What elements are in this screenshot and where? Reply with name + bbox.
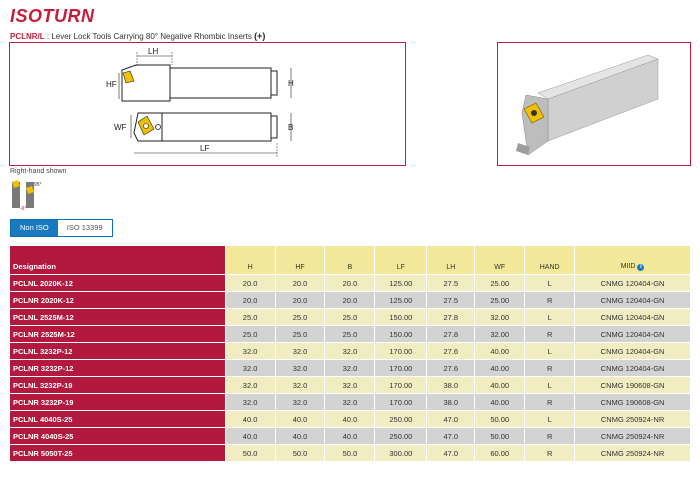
cell-wf: 25.00: [475, 275, 525, 292]
cell-hf: 20.0: [275, 292, 325, 309]
cell-wf: 50.00: [475, 428, 525, 445]
cell-miid: CNMG 120404-GN: [575, 326, 691, 343]
cell-b: 25.0: [325, 309, 375, 326]
cell-hand: R: [525, 360, 575, 377]
designation-link[interactable]: PCLNR 3232P-12: [10, 360, 226, 377]
cell-lf: 170.00: [375, 360, 427, 377]
cell-h: 32.0: [225, 394, 275, 411]
info-icon[interactable]: i: [637, 264, 644, 271]
cell-hand: L: [525, 377, 575, 394]
dim-label-h: H: [288, 79, 294, 88]
cell-b: 32.0: [325, 360, 375, 377]
col-header-hand[interactable]: HAND: [525, 246, 575, 275]
cell-h: 32.0: [225, 360, 275, 377]
cell-hf: 40.0: [275, 411, 325, 428]
cell-hf: 32.0: [275, 377, 325, 394]
cell-b: 25.0: [325, 326, 375, 343]
cell-wf: 32.00: [475, 309, 525, 326]
cell-b: 40.0: [325, 428, 375, 445]
cell-h: 25.0: [225, 309, 275, 326]
cell-wf: 25.00: [475, 292, 525, 309]
cell-miid: CNMG 120404-GN: [575, 343, 691, 360]
cell-lf: 125.00: [375, 275, 427, 292]
cell-wf: 40.00: [475, 377, 525, 394]
cell-miid: CNMG 120404-GN: [575, 309, 691, 326]
cell-wf: 40.00: [475, 394, 525, 411]
col-header-h[interactable]: H: [225, 246, 275, 275]
cell-hand: L: [525, 411, 575, 428]
table-row[interactable]: [10, 394, 691, 411]
cell-hand: R: [525, 292, 575, 309]
table-row[interactable]: [10, 411, 691, 428]
cell-lh: 27.5: [427, 275, 475, 292]
right-hand-shown-note: Right-hand shown: [10, 168, 67, 175]
col-header-b[interactable]: B: [325, 246, 375, 275]
angle-top-label: 95°: [34, 182, 42, 188]
designation-link[interactable]: PCLNL 3232P-12: [10, 343, 226, 360]
cell-lh: 27.5: [427, 292, 475, 309]
cell-lf: 250.00: [375, 411, 427, 428]
cell-lh: 27.6: [427, 360, 475, 377]
cell-miid: CNMG 120404-GN: [575, 360, 691, 377]
cell-miid: CNMG 120404-GN: [575, 275, 691, 292]
dim-label-wf: WF: [114, 123, 127, 132]
cell-lf: 250.00: [375, 428, 427, 445]
cell-miid: CNMG 250924-NR: [575, 428, 691, 445]
cell-b: 50.0: [325, 445, 375, 462]
designation-link[interactable]: PCLNR 4040S-25: [10, 428, 226, 445]
cell-lf: 300.00: [375, 445, 427, 462]
designation-link[interactable]: PCLNR 3232P-19: [10, 394, 226, 411]
cell-miid: CNMG 250924-NR: [575, 411, 691, 428]
col-header-lf[interactable]: LF: [375, 246, 427, 275]
cell-hf: 25.0: [275, 326, 325, 343]
cell-hf: 25.0: [275, 309, 325, 326]
cell-lh: 47.0: [427, 411, 475, 428]
dim-label-lh: LH: [148, 47, 159, 56]
cell-h: 25.0: [225, 326, 275, 343]
col-header-hf[interactable]: HF: [275, 246, 325, 275]
cell-hf: 32.0: [275, 343, 325, 360]
table-row[interactable]: [10, 445, 691, 462]
cell-lf: 125.00: [375, 292, 427, 309]
cell-lh: 38.0: [427, 394, 475, 411]
cell-miid: CNMG 190608-GN: [575, 377, 691, 394]
cell-hand: R: [525, 326, 575, 343]
cell-wf: 50.00: [475, 411, 525, 428]
cell-hand: L: [525, 309, 575, 326]
dim-label-lf: LF: [200, 144, 210, 153]
cell-lh: 38.0: [427, 377, 475, 394]
cell-lf: 170.00: [375, 377, 427, 394]
table-row[interactable]: [10, 377, 691, 394]
technical-drawing: [9, 42, 406, 166]
cell-lh: 47.0: [427, 428, 475, 445]
table-row[interactable]: [10, 275, 691, 292]
standard-tabs: [10, 219, 113, 237]
miid-header-label: MIID: [620, 263, 636, 270]
tool-render-svg: [498, 43, 690, 165]
designation-link[interactable]: PCLNL 4040S-25: [10, 411, 226, 428]
cell-lf: 170.00: [375, 394, 427, 411]
cell-h: 20.0: [225, 275, 275, 292]
spec-table: [9, 245, 691, 462]
cell-h: 40.0: [225, 428, 275, 445]
table-row[interactable]: [10, 309, 691, 326]
cell-hf: 40.0: [275, 428, 325, 445]
cell-h: 50.0: [225, 445, 275, 462]
cell-b: 20.0: [325, 275, 375, 292]
page-subtitle: [10, 31, 265, 41]
cell-wf: 40.00: [475, 360, 525, 377]
cell-b: 20.0: [325, 292, 375, 309]
brand-logo-part2: TURN: [42, 6, 95, 26]
col-header-wf[interactable]: WF: [475, 246, 525, 275]
cell-b: 40.0: [325, 411, 375, 428]
col-header-lh[interactable]: LH: [427, 246, 475, 275]
cell-h: 32.0: [225, 343, 275, 360]
cell-hf: 20.0: [275, 275, 325, 292]
cell-miid: CNMG 190608-GN: [575, 394, 691, 411]
tool-code: PCLNR/L: [10, 32, 45, 41]
plus-marker: (+): [254, 31, 266, 41]
tab-non-iso[interactable]: Non ISO: [11, 220, 58, 236]
cell-h: 40.0: [225, 411, 275, 428]
cell-lh: 27.8: [427, 326, 475, 343]
cell-b: 32.0: [325, 377, 375, 394]
cell-h: 20.0: [225, 292, 275, 309]
table-row[interactable]: [10, 360, 691, 377]
col-header-miid[interactable]: [575, 246, 691, 275]
subtitle-text: : Lever Lock Tools Carrying 80° Negative Rhombic Inserts: [44, 32, 252, 41]
cell-wf: 32.00: [475, 326, 525, 343]
cell-wf: 60.00: [475, 445, 525, 462]
tool-photo: [497, 42, 691, 166]
table-row[interactable]: [10, 428, 691, 445]
cell-b: 32.0: [325, 343, 375, 360]
cell-hand: R: [525, 394, 575, 411]
table-header-row: [10, 246, 691, 275]
brand-logo-part1: ISO: [10, 6, 43, 26]
cell-lf: 150.00: [375, 309, 427, 326]
cell-lh: 27.6: [427, 343, 475, 360]
angle-thumbnail: [10, 178, 42, 212]
cell-lf: 150.00: [375, 326, 427, 343]
cell-hf: 32.0: [275, 360, 325, 377]
cell-hand: L: [525, 275, 575, 292]
designation-link[interactable]: PCLNR 2020K-12: [10, 292, 226, 309]
cell-hand: L: [525, 343, 575, 360]
cell-lf: 170.00: [375, 343, 427, 360]
cell-hf: 32.0: [275, 394, 325, 411]
designation-link[interactable]: PCLNL 2525M-12: [10, 309, 226, 326]
table-row[interactable]: [10, 326, 691, 343]
brand-logo: [10, 6, 95, 27]
designation-link[interactable]: PCLNL 2020K-12: [10, 275, 226, 292]
dim-label-b: B: [288, 123, 294, 132]
table-row[interactable]: [10, 292, 691, 309]
angle-side-label: -6°: [20, 206, 27, 212]
tool-drawing-svg: [10, 43, 405, 165]
cell-lh: 27.8: [427, 309, 475, 326]
cell-b: 32.0: [325, 394, 375, 411]
dim-label-hf: HF: [106, 80, 117, 89]
designation-link[interactable]: PCLNR 2525M-12: [10, 326, 226, 343]
cell-hand: R: [525, 428, 575, 445]
cell-miid: CNMG 250924-NR: [575, 445, 691, 462]
cell-h: 32.0: [225, 377, 275, 394]
cell-hf: 50.0: [275, 445, 325, 462]
col-header-designation[interactable]: Designation: [10, 246, 226, 275]
cell-miid: CNMG 120404-GN: [575, 292, 691, 309]
tab-iso-13399[interactable]: ISO 13399: [58, 220, 112, 236]
cell-hand: R: [525, 445, 575, 462]
designation-link[interactable]: PCLNR 5050T-25: [10, 445, 226, 462]
table-row[interactable]: [10, 343, 691, 360]
cell-wf: 40.00: [475, 343, 525, 360]
designation-link[interactable]: PCLNL 3232P-19: [10, 377, 226, 394]
cell-lh: 47.0: [427, 445, 475, 462]
